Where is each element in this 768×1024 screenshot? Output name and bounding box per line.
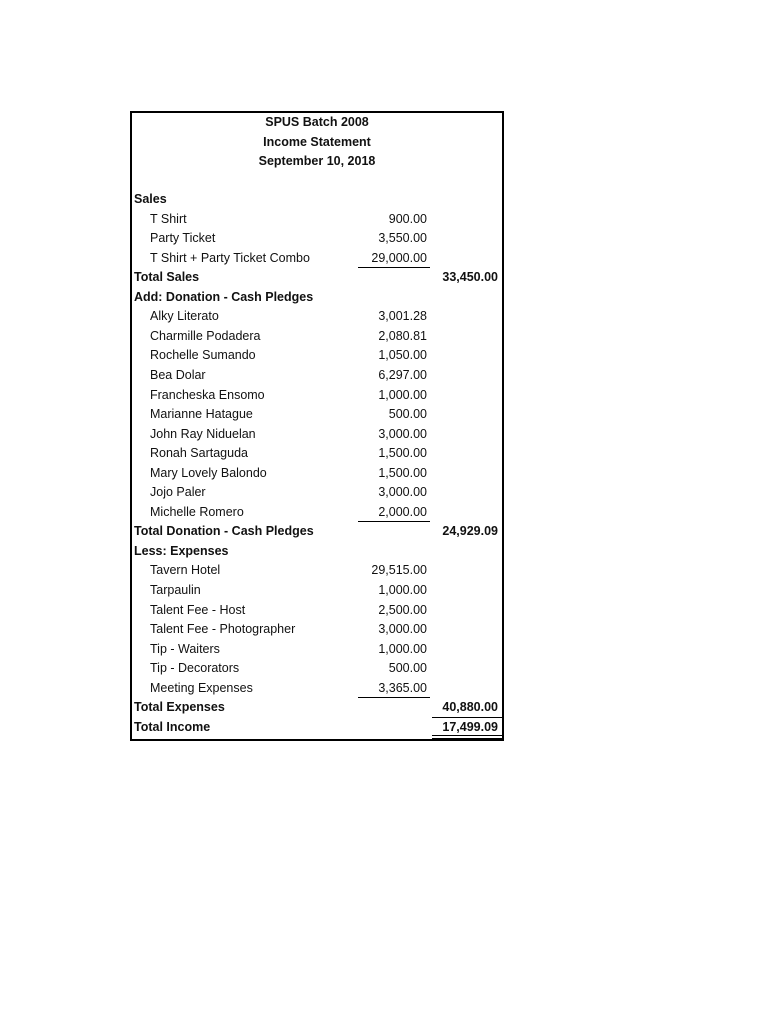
expenses-item bbox=[132, 561, 502, 581]
section-label: Total Donation - Cash Pledges bbox=[134, 524, 314, 539]
line-item-label: Talent Fee - Host bbox=[150, 602, 246, 617]
line-item-amount: 1,000.00 bbox=[378, 583, 427, 597]
statement-date: September 10, 2018 bbox=[258, 154, 376, 168]
line-item-label: Tip - Decorators bbox=[150, 661, 240, 676]
section-total: 33,450.00 bbox=[442, 270, 498, 285]
donations-total-row bbox=[132, 522, 502, 542]
donations-item bbox=[132, 503, 502, 523]
line-item-amount: 500.00 bbox=[388, 407, 427, 422]
line-item-amount: 3,000.00 bbox=[378, 426, 427, 441]
donations-item bbox=[132, 464, 502, 484]
donations-item bbox=[132, 307, 502, 327]
line-item-label: T Shirt bbox=[150, 211, 187, 226]
donations-item bbox=[132, 346, 502, 366]
expenses-item bbox=[132, 581, 502, 601]
line-item-amount: 1,000.00 bbox=[378, 387, 427, 402]
expenses-item bbox=[132, 679, 502, 699]
double-underline bbox=[432, 735, 502, 739]
org-name: SPUS Batch 2008 bbox=[265, 115, 369, 129]
line-item-label: T Shirt + Party Ticket Combo bbox=[150, 250, 310, 265]
section-label: Add: Donation - Cash Pledges bbox=[134, 289, 314, 304]
line-item-label: Talent Fee - Photographer bbox=[150, 622, 296, 637]
line-item-label: Alky Literato bbox=[150, 309, 219, 324]
line-item-label: Rochelle Sumando bbox=[150, 348, 256, 363]
line-item-label: Ronah Sartaguda bbox=[150, 446, 248, 461]
donations-item bbox=[132, 366, 502, 386]
line-item-amount: 3,365.00 bbox=[378, 680, 427, 695]
section-total: 17,499.09 bbox=[442, 719, 498, 734]
expenses-item bbox=[132, 640, 502, 660]
line-item-amount: 3,000.00 bbox=[378, 485, 427, 500]
sales-item bbox=[132, 210, 502, 230]
sales-total-row bbox=[132, 268, 502, 288]
line-item-amount: 2,500.00 bbox=[378, 602, 427, 617]
sales-item bbox=[132, 229, 502, 249]
donations-heading bbox=[132, 288, 502, 308]
line-item-amount: 1,050.00 bbox=[378, 348, 427, 363]
line-item-label: Tarpaulin bbox=[150, 583, 201, 597]
line-item-label: Meeting Expenses bbox=[150, 680, 253, 695]
line-item-label: Mary Lovely Balondo bbox=[150, 465, 267, 480]
line-item-label: Party Ticket bbox=[150, 231, 216, 246]
line-item-amount: 6,297.00 bbox=[378, 367, 427, 382]
line-item-amount: 500.00 bbox=[388, 661, 427, 676]
donations-item bbox=[132, 483, 502, 503]
expenses-total-row bbox=[132, 698, 502, 718]
line-item-label: Tavern Hotel bbox=[150, 563, 221, 578]
sales-item bbox=[132, 249, 502, 269]
section-label: Total Sales bbox=[134, 270, 200, 285]
line-item-amount: 3,000.00 bbox=[378, 622, 427, 637]
donations-item bbox=[132, 386, 502, 406]
line-item-label: Michelle Romero bbox=[150, 504, 244, 519]
line-item-amount: 29,000.00 bbox=[371, 250, 427, 265]
section-label: Sales bbox=[134, 192, 167, 206]
sales-heading bbox=[132, 190, 502, 210]
section-total: 40,880.00 bbox=[442, 700, 498, 715]
line-item-amount: 3,001.28 bbox=[378, 309, 427, 324]
line-item-label: Francheska Ensomo bbox=[150, 387, 265, 402]
line-item-amount: 1,500.00 bbox=[378, 465, 427, 480]
line-item-amount: 2,080.81 bbox=[378, 328, 427, 343]
line-item-label: Marianne Hatague bbox=[150, 407, 253, 422]
donations-item bbox=[132, 327, 502, 347]
line-item-amount: 1,500.00 bbox=[378, 446, 427, 461]
section-label: Total Income bbox=[134, 719, 211, 734]
line-item-label: John Ray Niduelan bbox=[150, 426, 256, 441]
line-item-amount: 2,000.00 bbox=[378, 504, 427, 519]
expenses-heading bbox=[132, 542, 502, 562]
donations-item bbox=[132, 405, 502, 425]
line-item-label: Jojo Paler bbox=[150, 485, 206, 500]
section-label: Total Expenses bbox=[134, 700, 225, 715]
statement-title: Income Statement bbox=[263, 134, 371, 149]
expenses-item bbox=[132, 620, 502, 640]
expenses-item bbox=[132, 659, 502, 679]
line-item-amount: 1,000.00 bbox=[378, 641, 427, 656]
line-item-amount: 3,550.00 bbox=[378, 231, 427, 246]
line-item-amount: 29,515.00 bbox=[371, 563, 427, 578]
income-statement-table bbox=[130, 111, 504, 741]
line-item-amount: 900.00 bbox=[388, 211, 427, 226]
section-total: 24,929.09 bbox=[442, 524, 498, 539]
line-item-label: Tip - Waiters bbox=[150, 641, 220, 656]
donations-item bbox=[132, 444, 502, 464]
donations-item bbox=[132, 425, 502, 445]
expenses-item bbox=[132, 601, 502, 621]
section-label: Less: Expenses bbox=[134, 543, 229, 558]
line-item-label: Bea Dolar bbox=[150, 367, 206, 382]
line-item-label: Charmille Podadera bbox=[150, 328, 261, 343]
